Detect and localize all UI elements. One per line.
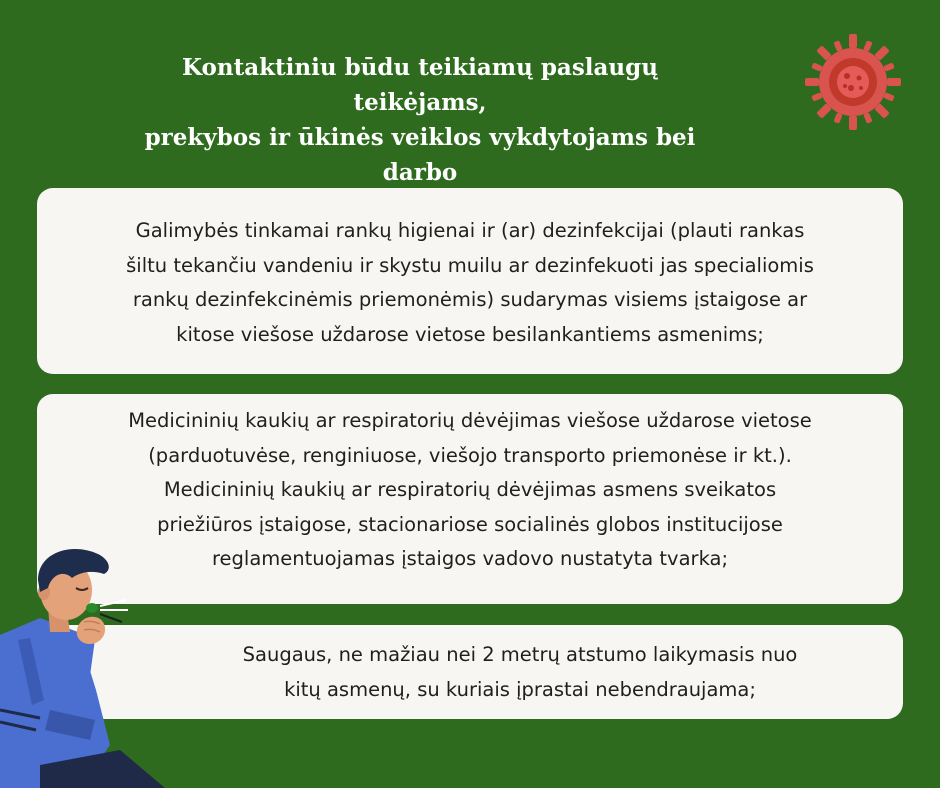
card-line: kitų asmenų, su kuriais įprastai nebendraujama; — [284, 677, 756, 701]
card-line: šiltu tekančiu vandeniu ir skystu muilu ar dezinfekuoti jas specialiomis — [126, 253, 814, 277]
card-line: Medicininių kaukių ar respiratorių dėvėjimas asmens sveikatos — [163, 478, 777, 501]
heading-line: Kontaktiniu būdu teikiamų paslaugų teikėjams, — [182, 54, 658, 116]
heading-line: prekybos ir ūkinės veiklos vykdytojams bei darbo — [144, 124, 696, 186]
virus-icon — [801, 30, 905, 134]
card-line: priežiūros įstaigose, stacionariose socialinės globos institucijose — [157, 512, 783, 536]
recommendation-card-hand-hygiene — [37, 188, 903, 374]
card-line: (parduotuvėse, renginiuose, viešojo transporto priemonėse ir kt.). — [148, 443, 792, 467]
card-line: reglamentuojamas įstaigos vadovo nustatyta tvarka; — [211, 547, 729, 570]
card-line: Galimybės tinkamai rankų higienai ir (ar) dezinfekcijai (plauti rankas — [135, 219, 805, 242]
coughing-person-illustration — [0, 540, 170, 788]
card-line: Saugaus, ne mažiau nei 2 metrų atstumo laikymasis nuo — [242, 643, 798, 666]
card-line: kitose viešose uždarose vietose besilankantiems asmenims; — [176, 322, 764, 346]
card-line: rankų dezinfekcinėmis priemonėmis) sudarymas visiems įstaigose ar — [132, 288, 808, 311]
card-line: Medicininių kaukių ar respiratorių dėvėjimas viešose uždarose vietose — [128, 409, 812, 432]
